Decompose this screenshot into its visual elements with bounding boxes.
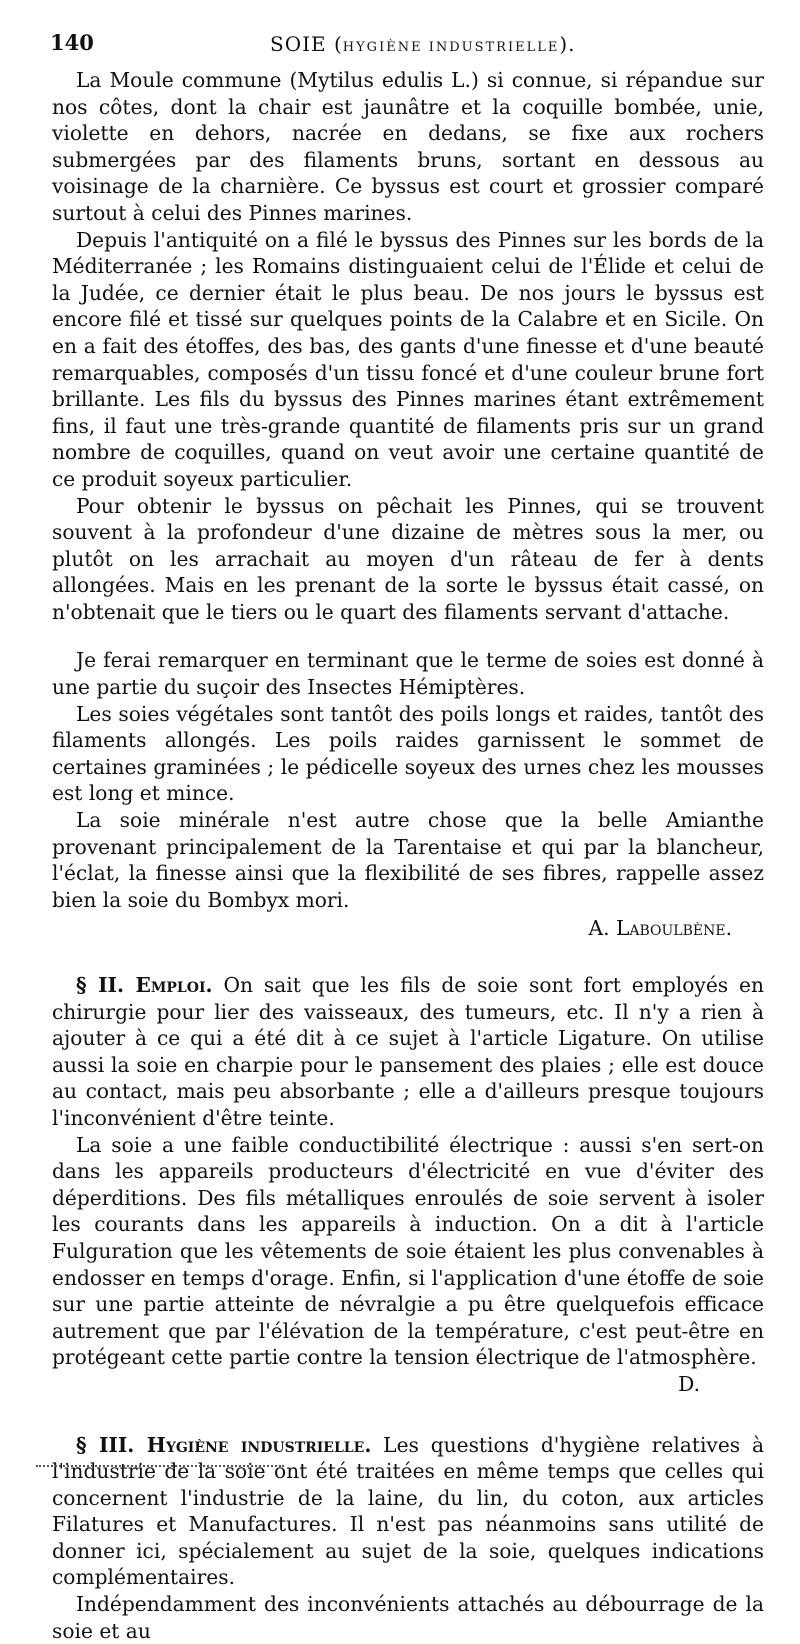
section-emploi-paragraph	[52, 972, 764, 1132]
spacer	[52, 1398, 764, 1432]
section-heading-emploi: § II. Emploi.	[76, 973, 213, 997]
page-number: 140	[50, 30, 94, 55]
spacer	[52, 625, 764, 647]
section-hygiene-text: Les questions d'hygiène relatives à l'industrie de la soie ont été traitées en même temps que celles qui concernent l'industrie de la laine, du lin, du coton, aux articles Filatures et Manufactures. Il n'est pas néanmoins sans utilité de donner ici, spécialement au sujet de la soie, quelques indications complémentaires.	[52, 1432, 764, 1590]
paragraph-soie-minerale: La soie minérale n'est autre chose que la belle Amianthe provenant principalement de la Tarentaise et qui par la blancheur, l'éclat, la finesse ainsi que la flexibilité de ses fibres, rappelle assez bien la soie du Bombyx mori.	[52, 808, 764, 912]
paragraph-debourrage: Indépendamment des inconvénients attachés au débourrage de la soie et au	[52, 1592, 764, 1643]
main-text	[52, 67, 764, 1644]
paragraph-soies-vegetales: Les soies végétales sont tantôt des poils longs et raides, tantôt des filaments allongés. Les poils raides garnissent le sommet de certaines graminées ; le pédicelle soyeux des urnes chez les mousses est long et mince.	[52, 701, 764, 806]
paragraph-byssus-history: Depuis l'antiquité on a filé le byssus des Pinnes sur les bords de la Méditerranée ; les Romains distinguaient celui de l'Élide et celui de la Judée, ce dernier était le plus beau. De nos jours le byssus est encore filé et tissé sur quelques points de la Calabre et en Sicile. On en a fait des étoffes, des bas, des gants d'une finesse et d'une beauté remarquables, composés d'un tissu foncé et d'une couleur brune fort brillante. Les fils du byssus des Pinnes marines étant extrêmement fins, il faut une très-grande quantité de filaments pris sur un grand nombre de coquilles, quand on veut avoir une certaine quantité de ce produit soyeux particulier.	[52, 227, 764, 491]
footer-rule	[36, 1465, 284, 1467]
paragraph-byssus-harvest: Pour obtenir le byssus on pêchait les Pinnes, qui se trouvent souvent à la profondeur d'une dizaine de mètres sous la mer, ou plutôt on les arrachait au moyen d'un râteau de fer à dents allongées. Mais en les prenant de la sorte le byssus était cassé, on n'obtenait que le tiers ou le quart des filaments servant d'attache.	[52, 493, 764, 624]
author-signature-laboulbene: A. Laboulbène.	[588, 916, 732, 941]
section-emploi-text: On sait que les fils de soie sont fort employés en chirurgie pour lier des vaisseaux, des tumeurs, etc. Il n'y a rien à ajouter à ce qui a été dit à ce sujet à l'article Ligature. On utilise aussi la soie en charpie pour le pansement des plaies ; elle est douce au contact, mais peu absorbante ; elle a d'ailleurs presque toujours l'inconvénient d'être teinte.	[52, 973, 764, 1130]
running-title	[270, 32, 576, 56]
running-title-main: SOIE (	[270, 32, 343, 56]
page-header	[50, 30, 760, 60]
author-signature-d: D.	[678, 1371, 700, 1396]
section-heading-hygiene: § III. Hygiène industrielle.	[76, 1432, 372, 1457]
paragraph-conductibilite: La soie a une faible conductibilité électrique : aussi s'en sert-on dans les appareils producteurs d'électricité en vue d'éviter des déperditions. Des fils métalliques enroulés de soie servent à isoler les courants dans les appareils à induction. On a dit à l'article Fulguration que les vêtements de soie étaient les plus convenables à endosser en temps d'orage. Enfin, si l'application d'une étoffe de soie sur une partie atteinte de névralgie a pu être quelquefois efficace autrement que par l'élévation de la température, c'est peut-être en protégeant cette partie contre la tension électrique de l'atmosphère.	[52, 1132, 764, 1370]
spacer	[52, 942, 764, 972]
running-title-end: ).	[559, 32, 576, 56]
paragraph-soies-insectes: Je ferai remarquer en terminant que le terme de soies est donné à une partie du suçoir des Insectes Hémiptères.	[52, 648, 764, 700]
section-hygiene-paragraph	[52, 1432, 764, 1592]
running-title-sub: HYGIÈNE INDUSTRIELLE	[342, 40, 560, 55]
paragraph-moule: La Moule commune (Mytilus edulis L.) si connue, si répandue sur nos côtes, dont la chair est jaunâtre et la coquille bombée, unie, violette en dehors, nacrée en dedans, se fixe aux rochers submergées par des filaments bruns, sortant en dessous au voisinage de la charnière. Ce byssus est court et grossier comparé surtout à celui des Pinnes marines.	[52, 68, 764, 225]
